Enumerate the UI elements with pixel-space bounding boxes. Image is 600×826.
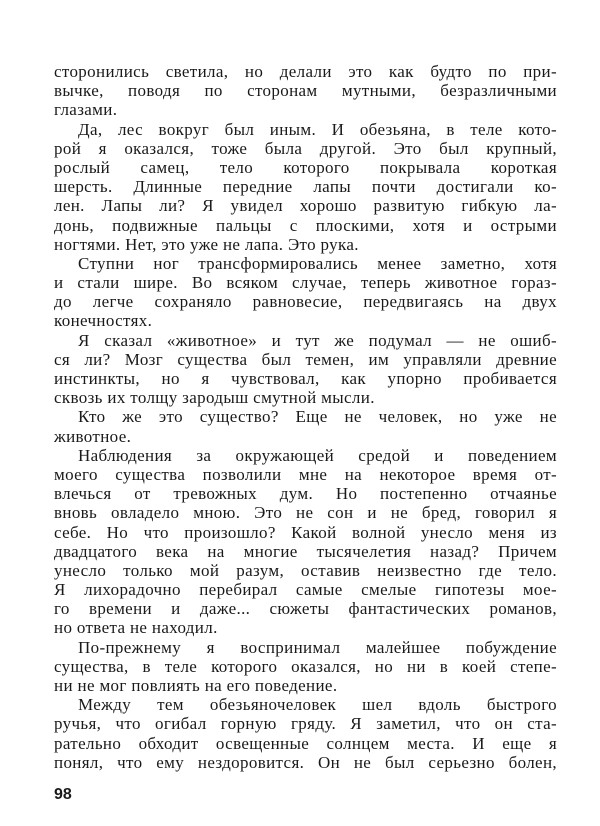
- text-line: инстинкты, но я чувствовал, как упорно пробивается: [54, 369, 557, 388]
- text-line: животное.: [54, 426, 132, 446]
- text-line: лен. Лапы ли? Я увидел хорошо развитую гибкую ла-: [54, 196, 557, 216]
- text-line: моего существа позволили мне на некоторое время от-: [54, 464, 557, 484]
- paragraph: [54, 695, 557, 772]
- text-line: Да, лес вокруг был иным. И обезьяна, в теле кото-: [78, 119, 557, 139]
- text-line: рательно обходит освещенные солнцем места. И еще я: [54, 733, 557, 753]
- text-line: влечься от тревожных дум. Но постепенно отчаянье: [54, 484, 557, 504]
- text-line: По-прежнему я воспринимал малейшее побуждение: [78, 637, 557, 657]
- text-line: Я сказал «животное» и тут же подумал — не ошиб-: [78, 330, 557, 350]
- page-number: 98: [54, 786, 72, 803]
- text-line: сторонились светила, но делали это как будто по при-: [54, 62, 557, 81]
- text-line: глазами.: [54, 100, 118, 120]
- text-line: и стали шире. Во всяком случае, теперь животное гораз-: [54, 273, 557, 293]
- paragraph: [54, 254, 557, 331]
- paragraph: [54, 407, 557, 445]
- text-line: ни не мог повлиять на его поведение.: [54, 676, 338, 695]
- text-line: но ответа не находил.: [54, 618, 218, 638]
- text-line: Ступни ног трансформировались менее заметно, хотя: [78, 253, 557, 273]
- text-line: рой я оказался, тоже была другой. Это был крупный,: [54, 138, 557, 158]
- text-line: сквозь их толщу зародыш смутной мысли.: [54, 388, 375, 408]
- text-line: вновь овладело мною. Это не сон и не бред, говорил я: [54, 503, 557, 523]
- text-line: ся ли? Мозг существа был темен, им управляли древние: [54, 349, 557, 369]
- paragraph: [54, 446, 557, 638]
- text-line: Наблюдения за окружающей средой и поведением: [78, 445, 557, 465]
- text-line: понял, что ему нездоровится. Он не был серьезно болен,: [54, 752, 557, 772]
- text-line: конечностях.: [54, 311, 153, 331]
- text-line: го времени и даже... сюжеты фантастических романов,: [54, 599, 557, 619]
- paragraph: [54, 62, 557, 120]
- page-body: [54, 62, 557, 772]
- text-line: рослый самец, тело которого покрывала короткая: [54, 157, 557, 177]
- text-line: ногтями. Нет, это уже не лапа. Это рука.: [54, 234, 359, 254]
- paragraph: [54, 331, 557, 408]
- text-line: вычке, поводя по сторонам мутными, безразличными: [54, 81, 557, 101]
- text-line: существа, в теле которого оказался, но ни в коей степе-: [54, 656, 557, 676]
- paragraph: [54, 120, 557, 254]
- text-line: унесло только мой разум, оставив неизвестно где тело.: [54, 560, 557, 580]
- text-line: себе. Но что произошло? Какой волной унесло меня из: [54, 522, 557, 542]
- text-line: Между тем обезьяночеловек шел вдоль быстрого: [78, 695, 557, 715]
- text-line: шерсть. Длинные передние лапы почти достигали ко-: [54, 177, 557, 197]
- text-line: двадцатого века на многие тысячелетия назад? Причем: [54, 541, 557, 561]
- text-line: донь, подвижные пальцы с плоскими, хотя и острыми: [54, 215, 557, 235]
- text-line: Я лихорадочно перебирал самые смелые гипотезы мое-: [54, 580, 557, 600]
- text-line: до легче сохраняло равновесие, передвигаясь на двух: [54, 292, 557, 312]
- paragraph: [54, 638, 557, 696]
- text-line: Кто же это существо? Еще не человек, но уже не: [78, 407, 557, 427]
- text-line: ручья, что огибал горную гряду. Я заметил, что он ста-: [54, 714, 557, 734]
